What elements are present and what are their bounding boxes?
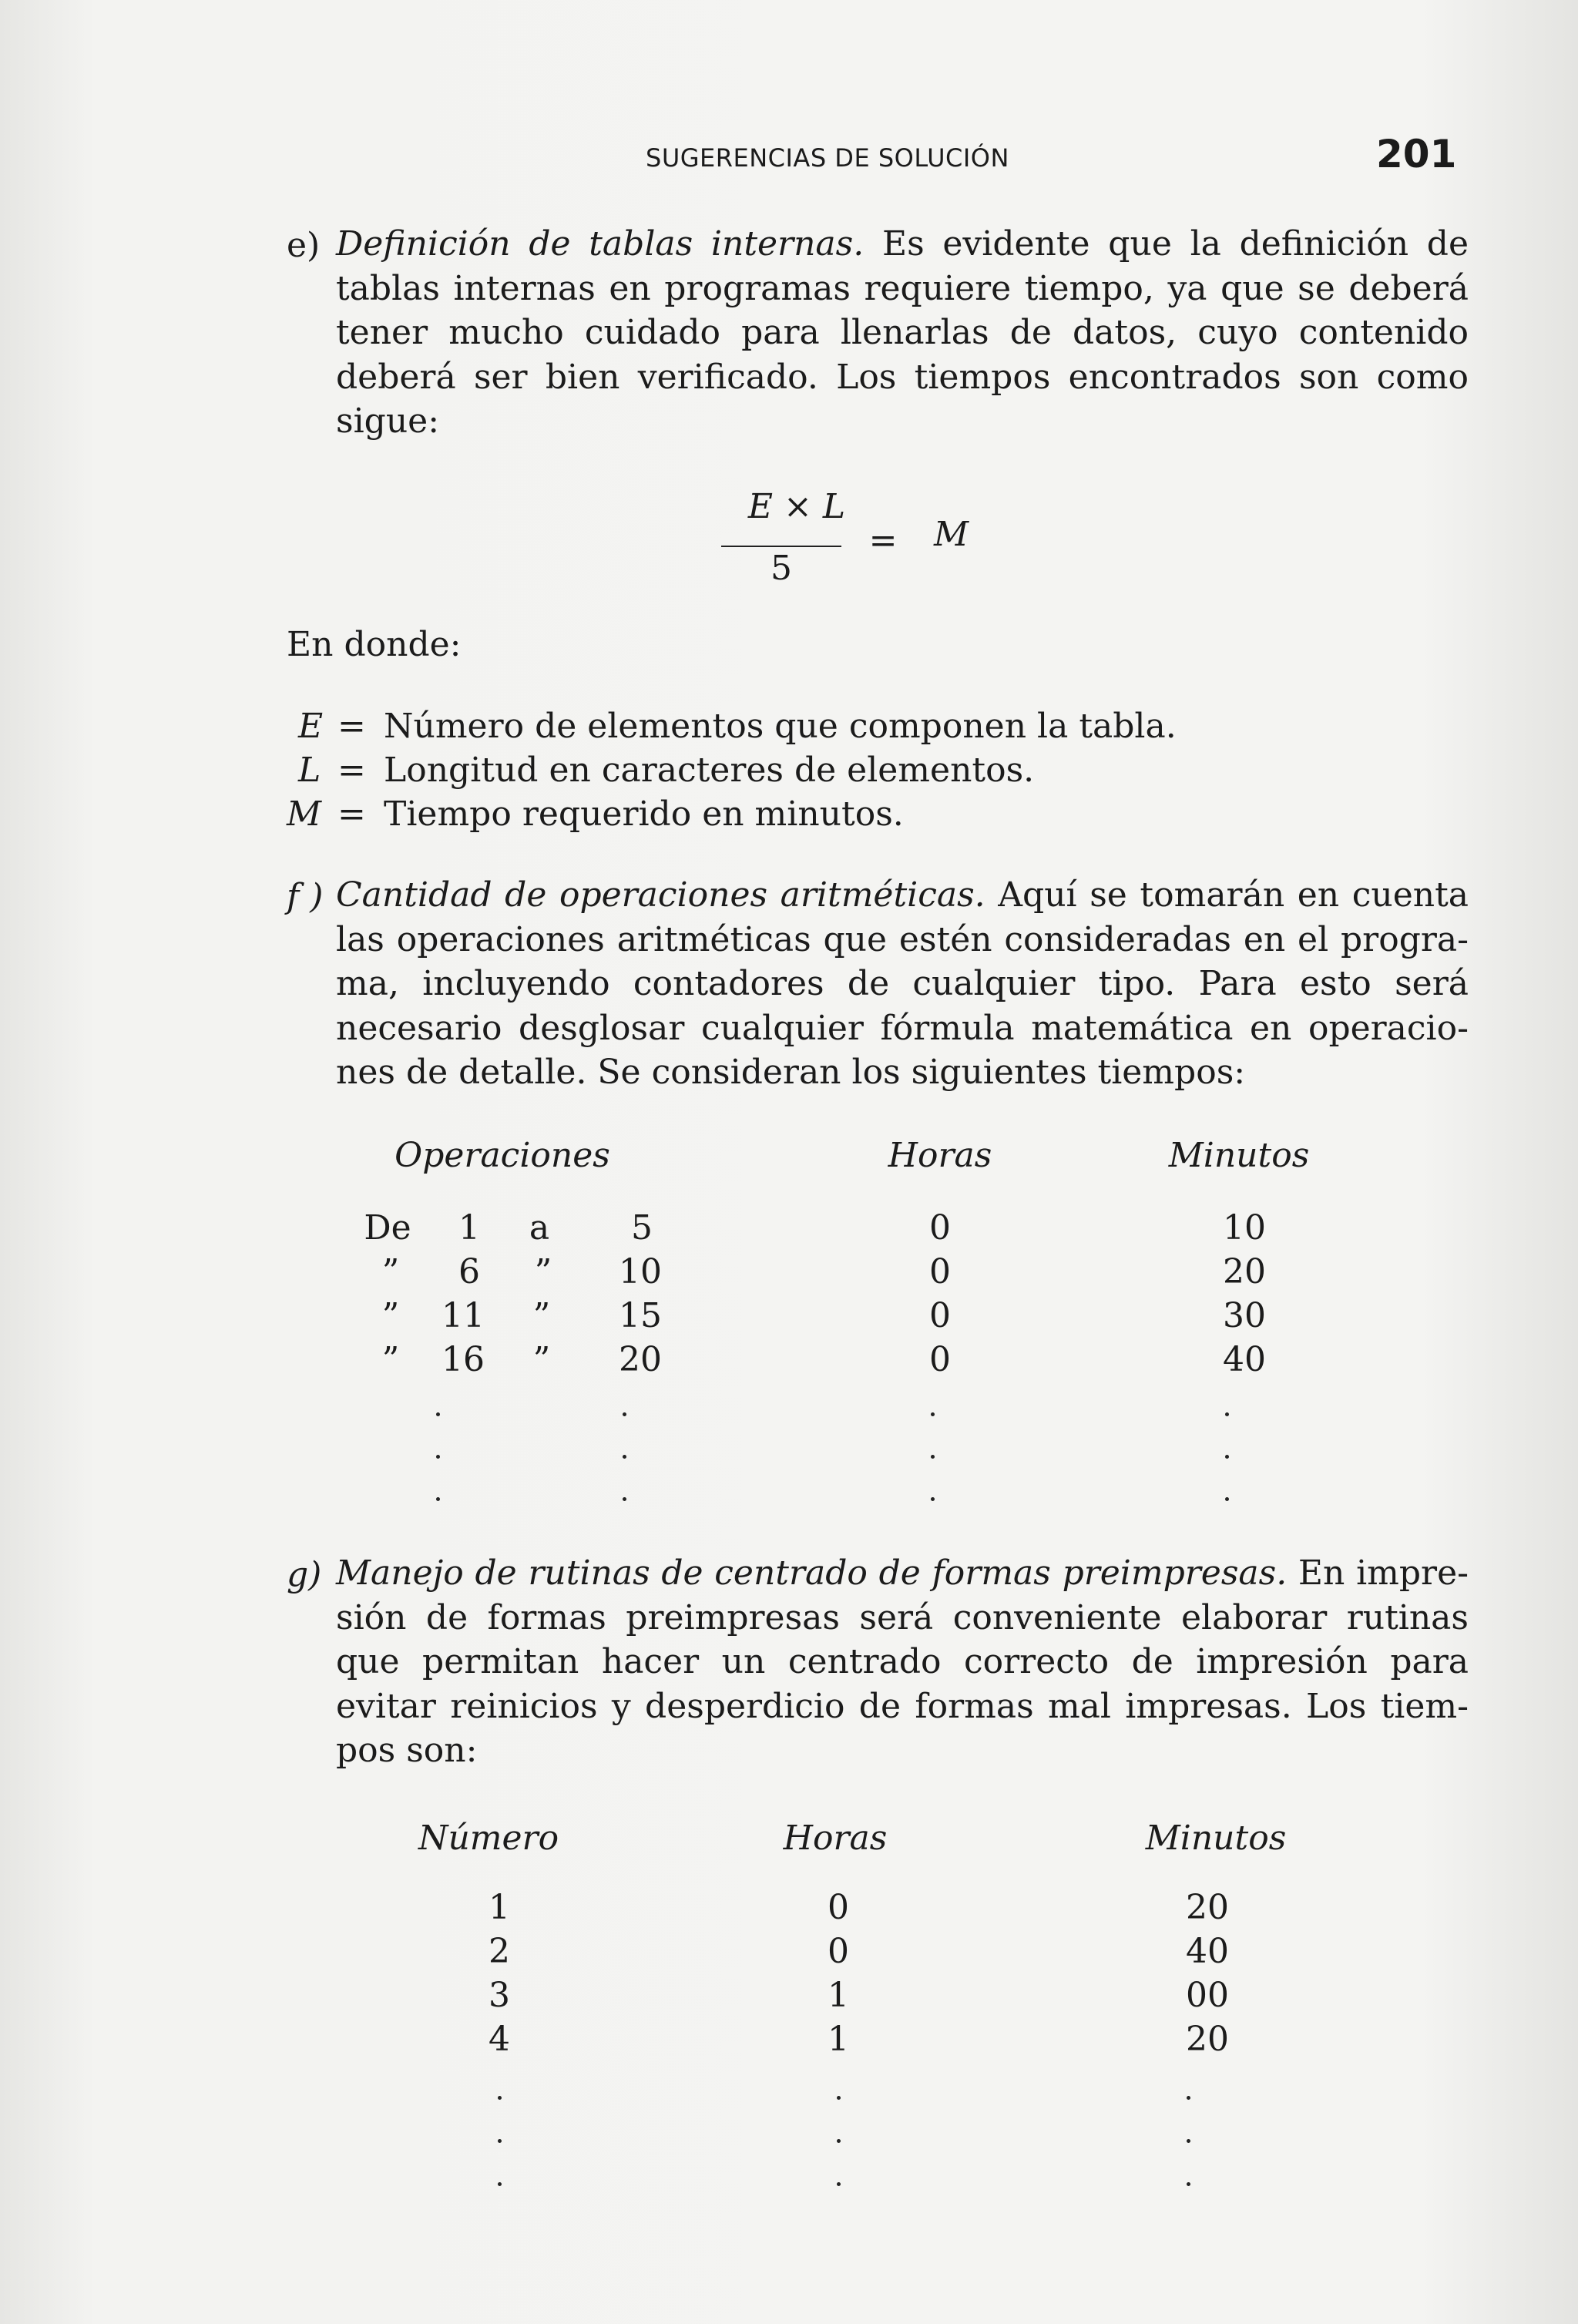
section-e-line: tener mucho cuidado para llenarlas de datos, cuyo contenido (336, 313, 1469, 352)
row-prefix: ” (381, 1340, 400, 1379)
formula-denominator: 5 (771, 549, 792, 588)
section-e-line: tablas internas en programas requiere tiempo, ya que se deberá (336, 268, 1469, 308)
row-from: 6 (458, 1252, 480, 1291)
row-separator: a (529, 1208, 550, 1248)
row-number: 4 (489, 2020, 510, 2059)
where-label: En donde: (287, 625, 462, 664)
row-hours: 0 (828, 1888, 849, 1927)
row-from: 11 (442, 1296, 485, 1335)
row-hours: 0 (929, 1340, 951, 1379)
section-g-line: evitar reinicios y desperdicio de formas mal impresas. Los tiem- (336, 1686, 1469, 1726)
definition-text: Tiempo requerido en minutos. (384, 794, 904, 834)
section-e-line: deberá ser bien verificado. Los tiempos encontrados son como (336, 357, 1469, 397)
row-from: 1 (458, 1208, 480, 1248)
formula-numerator: E × L (747, 487, 846, 526)
row-hours: 0 (929, 1296, 951, 1335)
row-minutes: 40 (1223, 1340, 1266, 1379)
section-g-line: pos son: (336, 1731, 478, 1770)
row-prefix: ” (381, 1252, 400, 1291)
formula-result: M (934, 515, 969, 554)
section-f-title: Cantidad de operaciones aritméticas. (336, 875, 985, 915)
row-minutes: 20 (1186, 1888, 1229, 1927)
row-minutes: 10 (1223, 1208, 1266, 1248)
definition-symbol: M (287, 794, 322, 834)
section-f-paragraph (336, 873, 1469, 1095)
section-e-line: sigue: (336, 401, 440, 441)
row-minutes: 20 (1223, 1252, 1266, 1291)
row-hours: 0 (929, 1208, 951, 1248)
row-prefix: ” (381, 1296, 400, 1335)
section-e-line: Es evidente que la definición de (881, 224, 1469, 264)
fraction-bar (721, 546, 841, 547)
definition-eq: = (337, 794, 366, 834)
row-to: 5 (631, 1208, 653, 1248)
section-g-line: sión de formas preimpresas será conveniente elaborar rutinas (336, 1597, 1469, 1637)
section-e-paragraph (336, 222, 1469, 444)
section-g-marker: g) (287, 1555, 322, 1594)
section-f-marker: f ) (287, 877, 324, 916)
definition-symbol: E (298, 707, 324, 746)
section-f-line: Aquí se tomarán en cuenta (998, 875, 1469, 915)
row-separator: ” (532, 1340, 551, 1379)
row-separator: ” (534, 1252, 552, 1291)
row-hours: 0 (828, 1932, 849, 1971)
row-hours: 1 (828, 1976, 849, 2015)
section-f-line: nes de detalle. Se consideran los siguientes tiempos: (336, 1053, 1246, 1092)
row-number: 2 (489, 1932, 510, 1971)
table-header: Operaciones (394, 1136, 610, 1175)
section-f-line: necesario desglosar cualquier fórmula matemática en operacio- (336, 1008, 1469, 1048)
section-g-paragraph (336, 1551, 1469, 1773)
table-header: Número (418, 1819, 559, 1858)
row-to: 10 (619, 1252, 662, 1291)
section-e-title: Definición de tablas internas. (336, 224, 865, 264)
definition-eq: = (337, 751, 366, 790)
table-header: Horas (783, 1819, 888, 1858)
table-header: Horas (888, 1136, 992, 1175)
definition-text: Longitud en caracteres de elementos. (384, 751, 1035, 790)
section-g-line: En impre- (1298, 1553, 1469, 1593)
definition-text: Número de elementos que componen la tabla. (384, 707, 1177, 746)
row-number: 3 (489, 1976, 510, 2015)
row-separator: ” (532, 1296, 551, 1335)
row-prefix: De (364, 1208, 411, 1248)
table-header: Minutos (1168, 1136, 1310, 1175)
row-minutes: 40 (1186, 1932, 1229, 1971)
running-title: SUGERENCIAS DE SOLUCIÓN (646, 143, 1009, 173)
table-header: Minutos (1145, 1819, 1287, 1858)
row-from: 16 (442, 1340, 485, 1379)
section-g-line: que permitan hacer un centrado correcto de impresión para (336, 1642, 1469, 1681)
row-minutes: 20 (1186, 2020, 1229, 2059)
row-minutes: 00 (1186, 1976, 1229, 2015)
formula-equals: = (868, 521, 898, 560)
definition-eq: = (337, 707, 366, 746)
section-g-title: Manejo de rutinas de centrado de formas preimpresas. (336, 1553, 1288, 1593)
row-hours: 1 (828, 2020, 849, 2059)
section-f-line: ma, incluyendo contadores de cualquier tipo. Para esto será (336, 964, 1469, 1003)
page-number: 201 (1376, 132, 1457, 176)
section-e-marker: e) (287, 226, 321, 265)
row-minutes: 30 (1223, 1296, 1266, 1335)
row-number: 1 (489, 1888, 510, 1927)
row-to: 15 (619, 1296, 662, 1335)
definition-symbol: L (298, 751, 321, 790)
row-hours: 0 (929, 1252, 951, 1291)
section-f-line: las operaciones aritméticas que estén consideradas en el progra- (336, 919, 1469, 959)
row-to: 20 (619, 1340, 662, 1379)
